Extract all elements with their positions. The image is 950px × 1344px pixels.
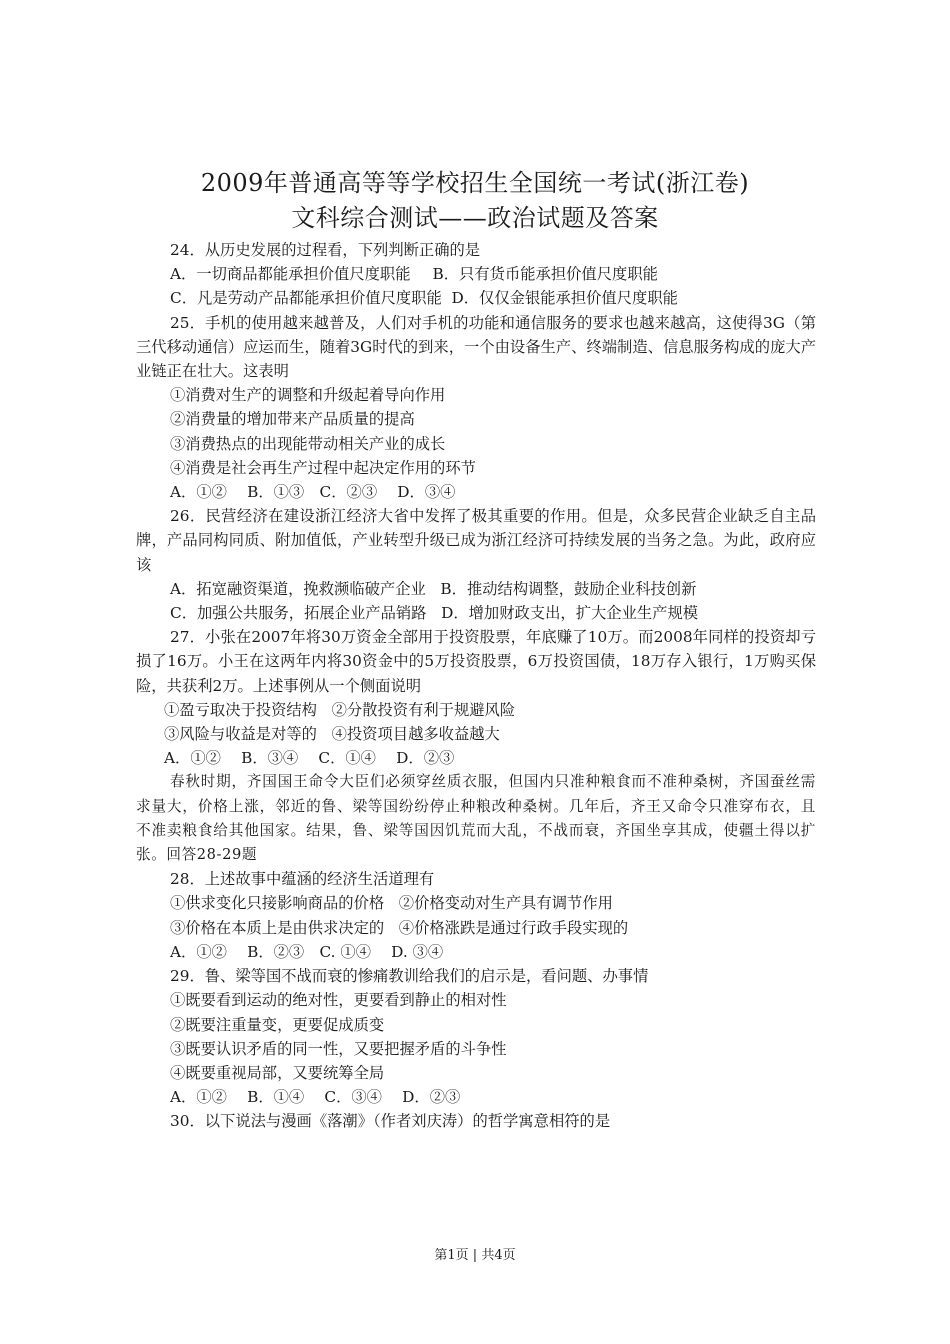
q29-item-1: ①既要看到运动的绝对性，更要看到静止的相对性 (170, 991, 507, 1010)
q27-item-2: ②分散投资有利于规避风险 (331, 700, 516, 719)
q27-item-3: ③风险与收益是对等的 (164, 725, 317, 744)
exam-title: 2009年普通高等等学校招生全国统一考试(浙江卷) (200, 169, 750, 197)
q28-item-2: ②价格变动对生产具有调节作用 (398, 894, 613, 913)
q24-option-a: A．一切商品都能承担价值尺度职能 (170, 265, 411, 284)
q26-option-b: B．推动结构调整，鼓励企业科技创新 (440, 579, 697, 598)
q24-options-cd (136, 286, 816, 310)
q29-item-3: ③既要认识矛盾的同一性，又要把握矛盾的斗争性 (170, 1039, 507, 1058)
question-body (136, 238, 816, 1134)
q27-choices: A．①② B．③④ C．①④ D．②③ (164, 749, 455, 768)
q25-stem: 25．手机的使用越来越普及，人们对手机的功能和通信服务的要求也越来越高，这使得3G（第三代移动通信）应运而生，随着3G时代的到来，一个由设备生产、终端制造、信息服务构成的庞大产业链正在壮大。这表明 (136, 313, 816, 381)
q30-stem: 30．以下说法与漫画《落潮》（作者刘庆涛）的哲学寓意相符的是 (170, 1112, 611, 1131)
q24-option-d: D．仅仅金银能承担价值尺度职能 (451, 289, 678, 308)
q24-option-b: B．只有货币能承担价值尺度职能 (432, 265, 658, 284)
q28-stem: 28．上述故事中蕴涵的经济生活道理有 (170, 870, 435, 889)
q25-item-4: ④消费是社会再生产过程中起决定作用的环节 (170, 458, 476, 477)
page-footer: 第1页 | 共4页 (434, 1248, 516, 1263)
q26-option-a: A．拓宽融资渠道，挽救濒临破产企业 (170, 579, 426, 598)
q29-choices: A．①② B．①④ C．③④ D．②③ (170, 1088, 461, 1107)
q28-choices: A．①② B．②③ C. ①④ D. ③④ (170, 942, 444, 961)
q27-items-12 (136, 698, 816, 722)
q26-options-ab (136, 577, 816, 601)
q28-items-12 (136, 891, 816, 915)
q25-item-2: ②消费量的增加带来产品质量的提高 (170, 410, 415, 429)
q27-item-4: ④投资项目越多收益越大 (331, 725, 500, 744)
q27-stem: 27．小张在2007年将30万资金全部用于投资股票，年底赚了10万。而2008年同样的投资却亏损了16万。小王在这两年内将30资金中的5万投资股票，6万投资国债，18万存入银行，1万购买保险，共获利2万。上述事例从一个侧面说明 (136, 628, 816, 695)
q27-items-34 (136, 722, 816, 746)
q28-item-3: ③价格在本质上是由供求决定的 (170, 918, 385, 937)
q26-option-d: D．增加财政支出，扩大企业生产规模 (441, 604, 699, 623)
q24-stem: 24．从历史发展的过程看，下列判断正确的是 (170, 241, 481, 259)
q24-option-c: C．凡是劳动产品都能承担价值尺度职能 (170, 289, 442, 308)
q29-item-2: ②既要注重量变，更要促成质变 (170, 1015, 385, 1034)
exam-subtitle: 文科综合测试——政治试题及答案 (291, 204, 659, 232)
q26-option-c: C．加强公共服务，拓展企业产品销路 (170, 604, 427, 623)
q28-item-1: ①供求变化只接影响商品的价格 (170, 894, 385, 913)
q26-options-cd (136, 601, 816, 625)
q29-stem: 29．鲁、梁等国不战而衰的惨痛教训给我们的启示是，看问题、办事情 (170, 967, 649, 986)
story-passage: 春秋时期，齐国国王命令大臣们必须穿丝质衣服，但国内只准种粮食而不准种桑树，齐国蚕丝需求量大，价格上涨，邻近的鲁、梁等国纷纷停止种粮改种桑树。几年后，齐王又命令只准穿布衣，且不准卖粮食给其他国家。结果，鲁、梁等国因饥荒而大乱，不战而衰，齐国坐享其成，使疆土得以扩张。回答28-29题 (136, 773, 816, 864)
q25-item-1: ①消费对生产的调整和升级起着导向作用 (170, 386, 446, 405)
q25-item-3: ③消费热点的出现能带动相关产业的成长 (170, 434, 446, 453)
q24-options-ab (136, 262, 816, 286)
q28-item-4: ④价格涨跌是通过行政手段实现的 (398, 918, 629, 937)
q28-items-34 (136, 916, 816, 940)
q26-stem: 26．民营经济在建设浙江经济大省中发挥了极其重要的作用。但是，众多民营企业缺乏自主品牌，产品同构同质、附加值低，产业转型升级已成为浙江经济可持续发展的当务之急。为此，政府应该 (136, 507, 816, 574)
q25-choices: A．①② B．①③ C．②③ D．③④ (170, 483, 456, 502)
q29-item-4: ④既要重视局部，又要统筹全局 (170, 1063, 385, 1082)
q27-item-1: ①盈亏取决于投资结构 (164, 700, 317, 719)
